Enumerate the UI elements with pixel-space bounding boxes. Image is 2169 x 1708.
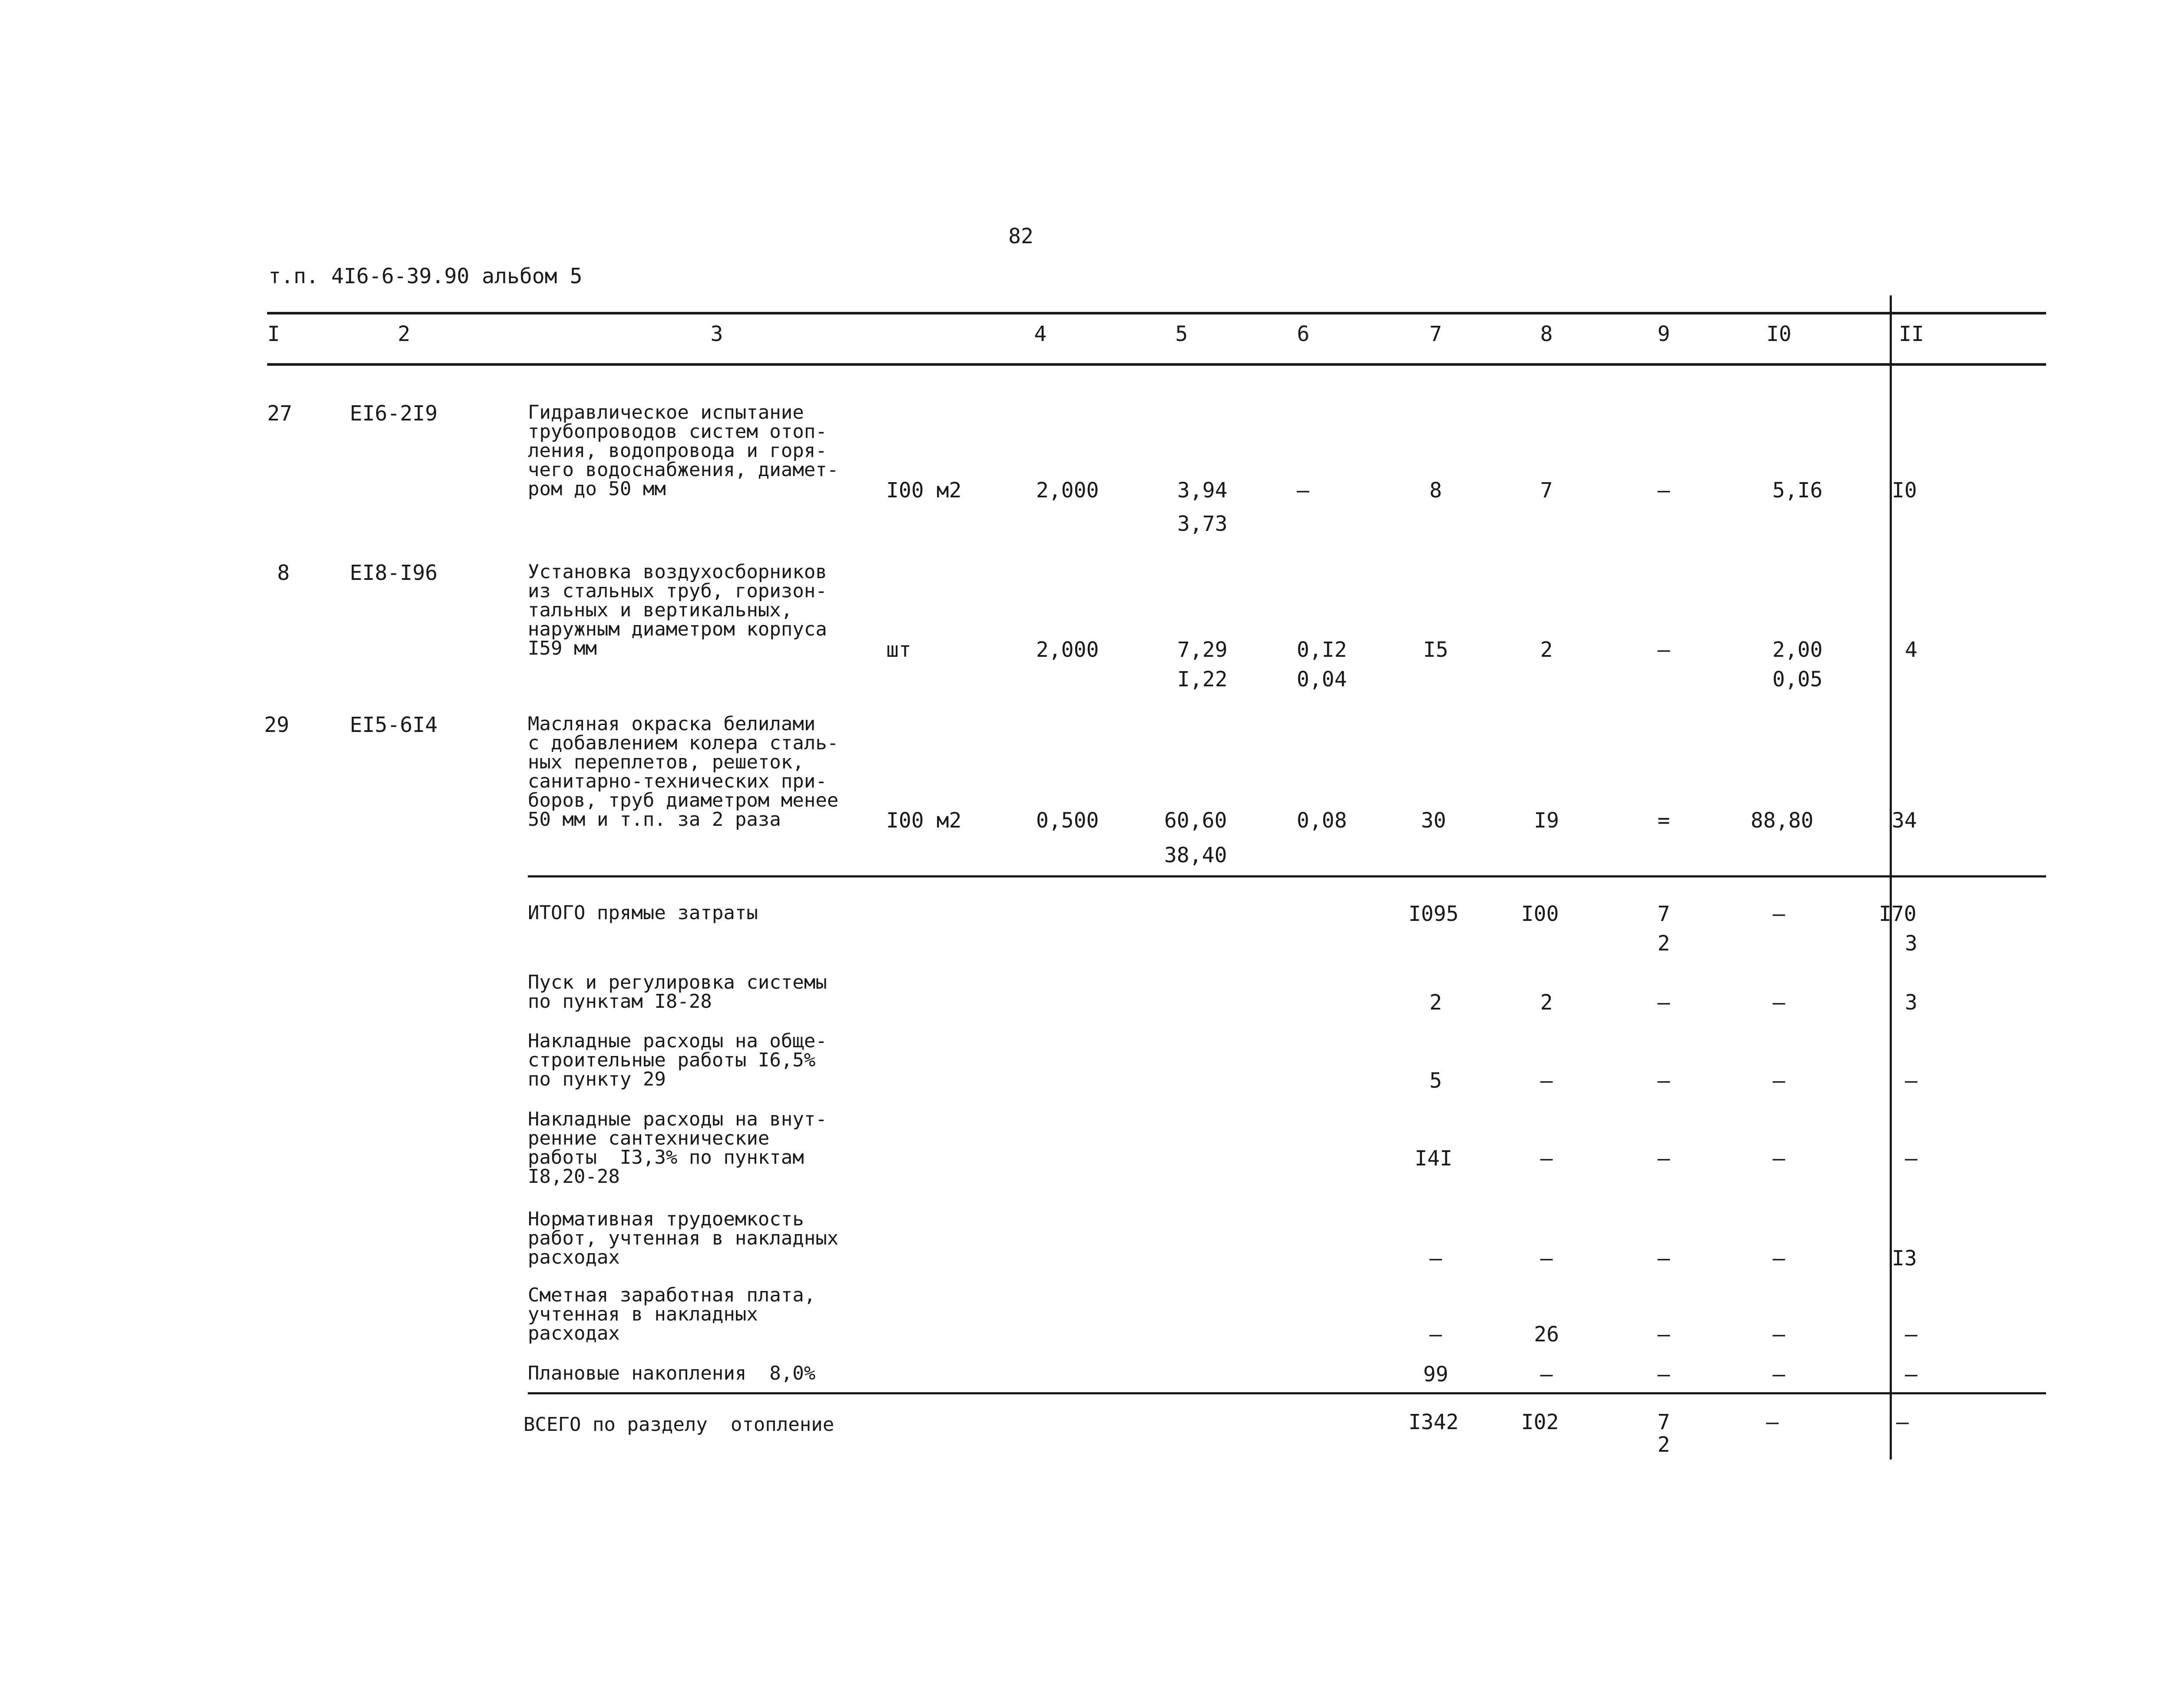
row-code: EI6-2I9 [350,401,438,426]
summary-col9: – [1657,1322,1670,1347]
column-header: I [267,322,280,346]
summary-label: Нормативная трудоемкость работ, учтенная в накладных расходах [528,1208,839,1268]
summary-label: Плановые накопления 8,0% [528,1362,816,1384]
row-col6-value: 0,I2 [1297,638,1347,662]
summary-col8: – [1540,1069,1553,1093]
column-header: 2 [397,322,411,346]
summary-col11: I3 [1892,1246,1917,1271]
column-header: II [1899,322,1924,346]
column-header: 7 [1429,322,1442,346]
summary-col7: – [1429,1246,1442,1271]
row-number: 8 [277,561,290,585]
row-number: 27 [267,401,292,426]
summary-col8: – [1540,1246,1553,1271]
summary-col9: – [1657,1146,1670,1171]
summary-label: Пуск и регулировка системы по пунктам I8-28 [528,971,827,1013]
summary-col9: – [1657,1246,1670,1271]
summary-col10: – [1772,1322,1785,1347]
summary-col9: – [1657,1069,1670,1093]
table-top-rule [267,312,2046,314]
document-reference: т.п. 4I6-6-39.90 альбом 5 [268,264,583,288]
summary-col9: – [1657,1362,1670,1387]
row-col7-value: I5 [1423,638,1448,662]
row-col6-value: – [1297,478,1309,503]
row-col9-value: – [1657,638,1670,662]
row-col10-value: 2,00 [1772,638,1823,662]
row-col5-value: 3,94 [1177,478,1228,503]
summary-col9: – [1657,990,1670,1015]
row-unit: шт [886,638,911,662]
row-col5-subvalue: 3,73 [1177,512,1228,536]
summary-col8: I00 [1521,902,1559,926]
summary-col11: – [1905,1362,1917,1387]
column-header: 3 [710,322,723,346]
summary-col7: I4I [1414,1146,1453,1171]
row-quantity: 2,000 [1036,478,1099,503]
summary-col8: 2 [1540,990,1553,1015]
row-col5-value: 7,29 [1177,638,1228,662]
summary-col7: 5 [1429,1069,1442,1093]
items-bottom-rule [528,875,2046,877]
row-col8-value: I9 [1534,808,1559,833]
row-quantity: 2,000 [1036,638,1099,662]
summary-col10: – [1772,902,1785,926]
header-bottom-rule [267,363,2046,366]
total-col7: I342 [1408,1410,1459,1434]
summary-col11: – [1905,1322,1917,1347]
row-code: EI8-I96 [350,561,438,585]
column-header: I0 [1766,322,1791,346]
summary-col10: – [1772,1246,1785,1271]
row-number: 29 [264,713,289,737]
row-col11-value: I0 [1892,478,1917,503]
row-col5-subvalue: 38,40 [1164,843,1227,867]
row-col10-value: 5,I6 [1772,478,1823,503]
summary-col11-sub: 3 [1905,931,1917,956]
row-description: Установка воздухосборников из стальных труб, горизон- тальных и вертикальных, наружным диаметром корпуса I59 мм [528,561,827,659]
summary-col11: – [1905,1146,1917,1171]
row-col7-value: 8 [1429,478,1442,503]
summary-label: Накладные расходы на обще- строительные работы I6,5% по пункту 29 [528,1030,827,1090]
row-description: Гидравлическое испытание трубопроводов систем отоп- ления, водопровода и горя- чего водоснабжения, диамет- ром до 50 мм [528,401,839,500]
row-code: EI5-6I4 [350,713,438,737]
row-unit: I00 м2 [886,478,962,503]
summary-col7: 2 [1429,990,1442,1015]
row-col10-value: 88,80 [1751,808,1814,833]
row-unit: I00 м2 [886,808,962,833]
row-col6-value: 0,08 [1297,808,1347,833]
summary-col10: – [1772,990,1785,1015]
summary-col8: – [1540,1146,1553,1171]
summary-col8: – [1540,1362,1553,1387]
summary-col7: I095 [1408,902,1459,926]
row-col11-value: 34 [1892,808,1917,833]
summary-col8: 26 [1534,1322,1559,1347]
summary-col11: – [1905,1069,1917,1093]
summary-label: ИТОГО прямые затраты [528,902,758,924]
row-col10-subvalue: 0,05 [1772,667,1823,692]
total-col11: – [1896,1410,1909,1434]
row-quantity: 0,500 [1036,808,1099,833]
row-col7-value: 30 [1421,808,1446,833]
summary-label: Сметная заработная плата, учтенная в накладных расходах [528,1284,816,1344]
row-col8-value: 7 [1540,478,1553,503]
summary-col10: – [1772,1069,1785,1093]
total-col9-sub: 2 [1657,1433,1670,1457]
total-col10: – [1766,1410,1779,1434]
summary-col7: – [1429,1322,1442,1347]
page-number: 82 [1008,224,1033,248]
row-col9-value: – [1657,478,1670,503]
summary-label: Накладные расходы на внут- ренние сантехнические работы I3,3% по пунктам I8,20-28 [528,1108,827,1188]
column-header: 9 [1657,322,1670,346]
row-col9-value: = [1657,808,1670,833]
row-col6-subvalue: 0,04 [1297,667,1347,692]
total-label: ВСЕГО по разделу отопление [523,1413,834,1436]
summary-col10: – [1772,1146,1785,1171]
row-description: Масляная окраска белилами с добавлением колера сталь- ных переплетов, решеток, санитарно-технических при- боров, труб диаметром менее 50 мм и т.п. за 2 раза [528,713,839,831]
row-col5-value: 60,60 [1164,808,1227,833]
column-header: 6 [1297,322,1310,346]
summary-col9-sub: 2 [1657,931,1670,956]
summary-bottom-rule [528,1392,2046,1394]
column-header: 4 [1034,322,1047,346]
total-col9: 7 [1657,1410,1670,1434]
column-11-divider [1890,295,1892,1460]
summary-col7: 99 [1423,1362,1448,1387]
total-col8: I02 [1521,1410,1559,1434]
summary-col9: 7 [1657,902,1670,926]
summary-col10: – [1772,1362,1785,1387]
row-col5-subvalue: I,22 [1177,667,1228,692]
summary-col11: 3 [1905,990,1917,1015]
row-col11-value: 4 [1905,638,1917,662]
column-header: 8 [1540,322,1553,346]
row-col8-value: 2 [1540,638,1553,662]
summary-col11: I70 [1879,902,1917,926]
column-header: 5 [1175,322,1188,346]
